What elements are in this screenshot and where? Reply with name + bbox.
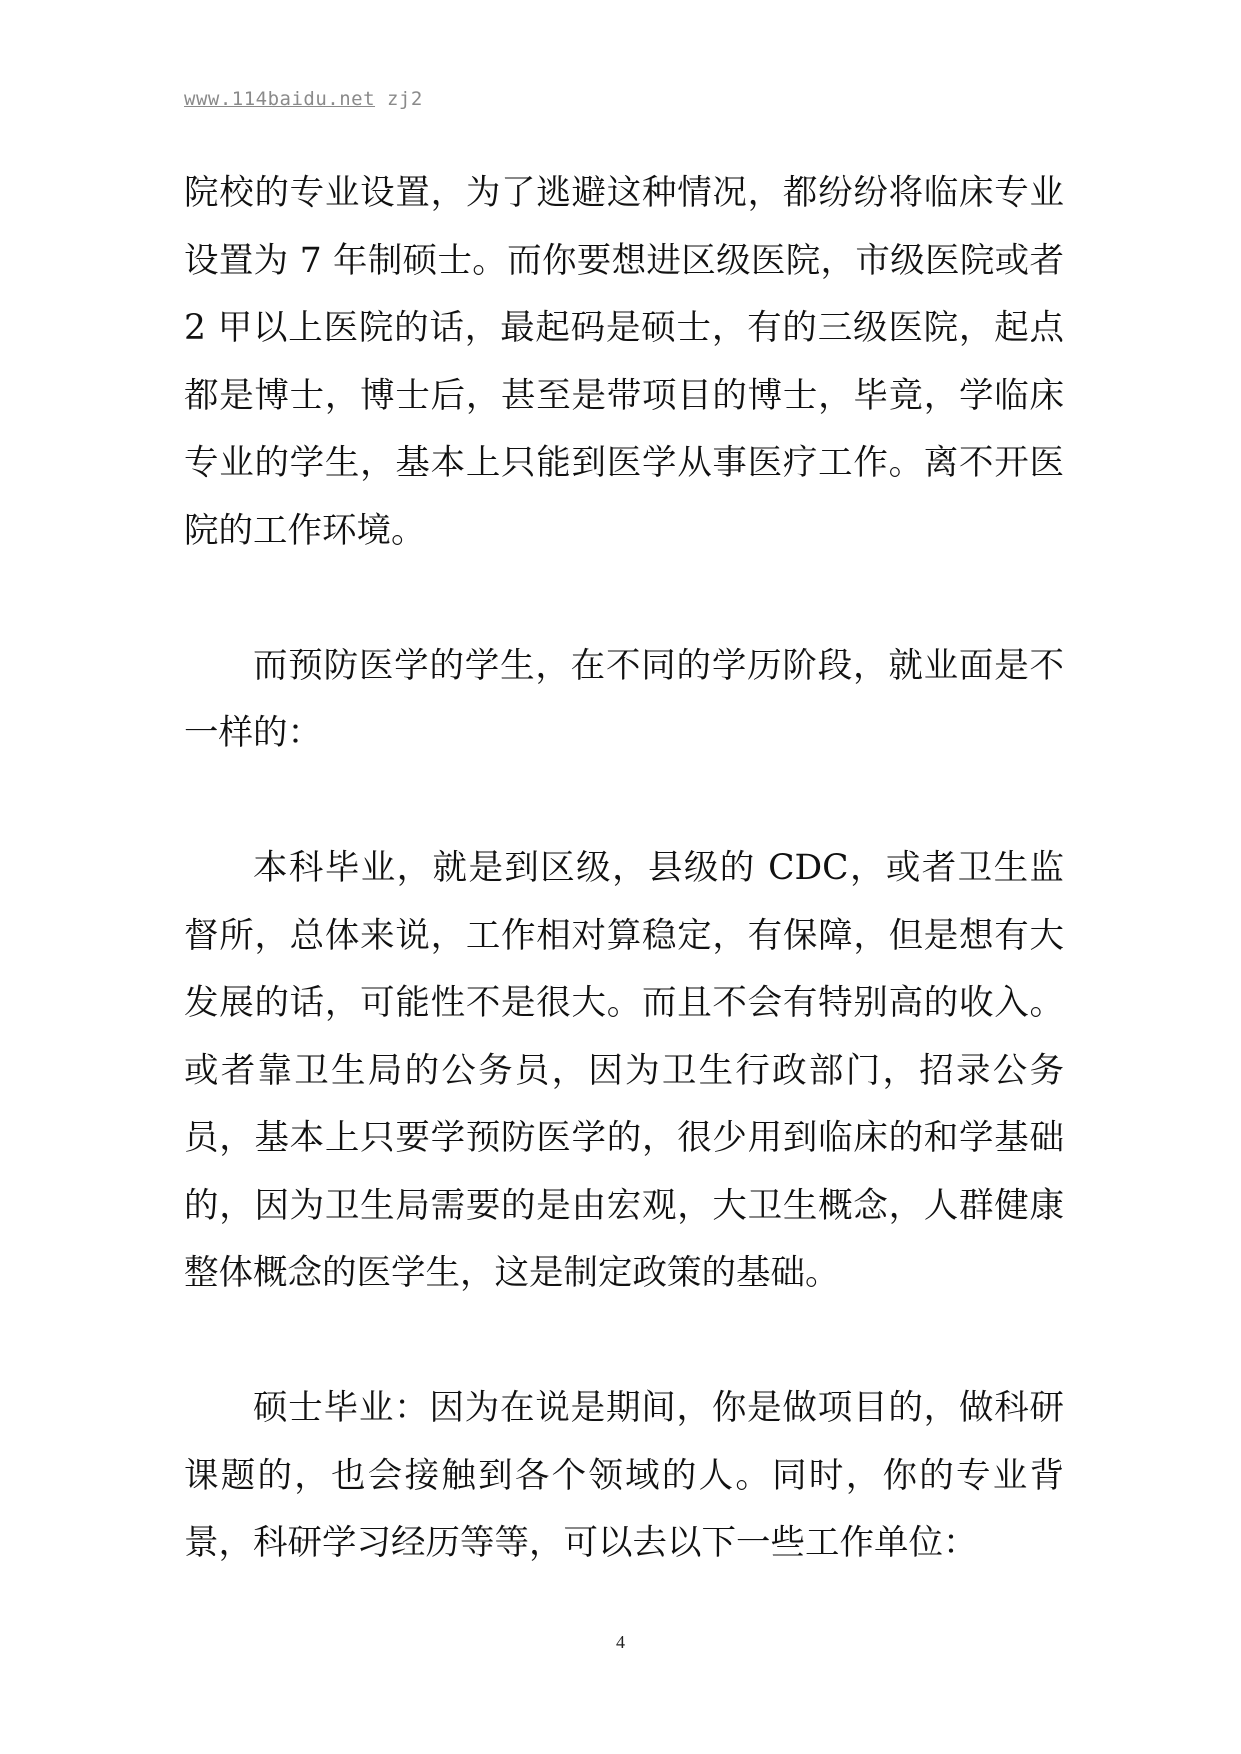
page-number: 4	[616, 1632, 625, 1652]
paragraph-3: 本科毕业，就是到区级，县级的 CDC，或者卫生监督所，总体来说，工作相对算稳定，有保障，但是想有大发展的话，可能性不是很大。而且不会有特别高的收入。或者靠卫生局的公务员，因为卫生行政部门，招录公务员，基本上只要学预防医学的，很少用到临床的和学基础的，因为卫生局需要的是由宏观，大卫生概念，人群健康整体概念的医学生，这是制定政策的基础。	[184, 848, 1064, 1293]
paragraph-4: 硕士毕业：因为在说是期间，你是做项目的，做科研课题的，也会接触到各个领域的人。同时，你的专业背景，科研学习经历等等，可以去以下一些工作单位：	[184, 1388, 1064, 1563]
header-url-link[interactable]: www.114baidu.net	[184, 88, 376, 110]
document-body	[184, 160, 1064, 1578]
paragraph-1: 院校的专业设置，为了逃避这种情况，都纷纷将临床专业设置为 7 年制硕士。而你要想进区级医院，市级医院或者 2 甲以上医院的话，最起码是硕士，有的三级医院，起点都是博士，博士后，甚至是带项目的博士，毕竟，学临床专业的学生，基本上只能到医学从事医疗工作。离不开医院的工作环境。	[184, 173, 1064, 551]
page-header	[184, 88, 423, 110]
paragraph-2: 而预防医学的学生，在不同的学历阶段，就业面是不一样的：	[184, 645, 1064, 753]
header-code: zj2	[386, 88, 423, 110]
